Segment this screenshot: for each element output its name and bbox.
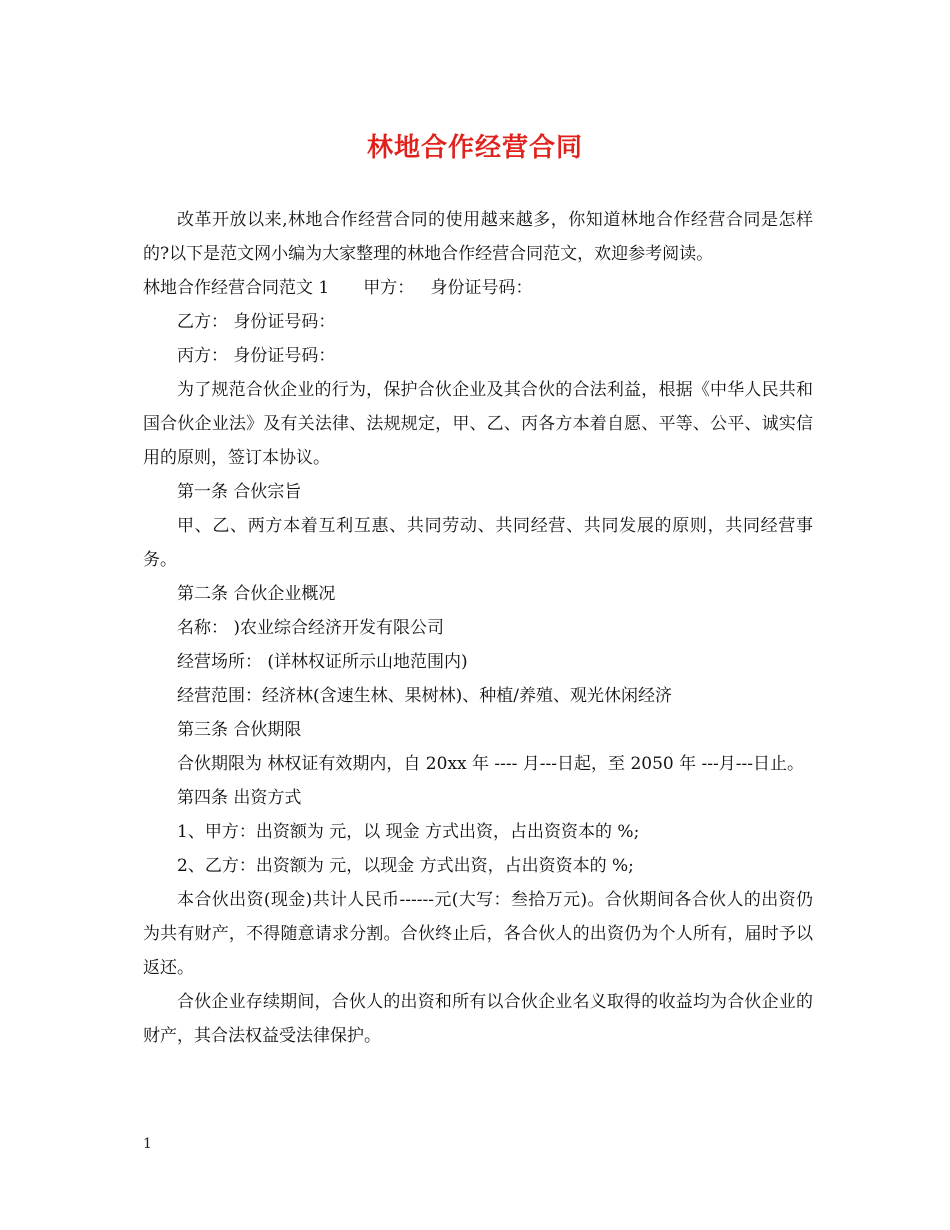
party-c-line: 丙方： 身份证号码： xyxy=(177,346,336,366)
total-contribution-paragraph: 本合伙出资(现金)共计人民币------元(大写：叁拾万元)。合伙期间各合伙人的出资仍为共有财产，不得随意请求分割。合伙终止后，各合伙人的出资仍为个人所有，届时予以返还。 xyxy=(143,890,813,978)
article-4-heading: 第四条 出资方式 xyxy=(177,788,302,808)
business-scope-line: 经营范围：经济林(含速生林、果树林)、种植/养殖、观光休闲经济 xyxy=(177,686,672,706)
article-1-body: 甲、乙、两方本着互利互惠、共同劳动、共同经营、共同发展的原则，共同经营事务。 xyxy=(143,516,813,570)
contribution-b-line: 2、乙方：出资额为 元，以现金 方式出资，占出资资本的 %; xyxy=(177,856,634,876)
party-b-line: 乙方： 身份证号码： xyxy=(177,312,336,332)
business-location-line: 经营场所： (详林权证所示山地范围内) xyxy=(177,652,468,672)
preamble-paragraph: 为了规范合伙企业的行为，保护合伙企业及其合伙的合法利益，根据《中华人民共和国合伙企业法》及有关法律、法规规定，甲、乙、丙各方本着自愿、平等、公平、诚实信用的原则，签订本协议。 xyxy=(143,380,813,468)
company-name-line: 名称： )农业综合经济开发有限公司 xyxy=(177,618,445,638)
sample-label: 林地合作经营合同范文 1 xyxy=(143,278,330,298)
document-title: 林地合作经营合同 xyxy=(366,133,583,163)
article-2-heading: 第二条 合伙企业概况 xyxy=(177,584,336,604)
article-3-heading: 第三条 合伙期限 xyxy=(177,720,302,740)
document-body xyxy=(143,203,813,1053)
party-a-id-label: 身份证号码： xyxy=(430,278,533,298)
sample-heading-line xyxy=(143,271,813,305)
page-number: 1 xyxy=(143,1136,152,1152)
article-1-heading: 第一条 合伙宗旨 xyxy=(177,482,302,502)
party-a-label: 甲方： xyxy=(363,278,415,298)
property-paragraph: 合伙企业存续期间，合伙人的出资和所有以合伙企业名义取得的收益均为合伙企业的财产，其合法权益受法律保护。 xyxy=(143,992,813,1046)
intro-paragraph: 改革开放以来,林地合作经营合同的使用越来越多，你知道林地合作经营合同是怎样的?以下是范文网小编为大家整理的林地合作经营合同范文，欢迎参考阅读。 xyxy=(143,210,813,264)
contribution-a-line: 1、甲方：出资额为 元，以 现金 方式出资，占出资资本的 %; xyxy=(177,822,640,842)
partnership-term-paragraph: 合伙期限为 林权证有效期内，自 20xx 年 ---- 月---日起，至 2050 年 ---月---日止。 xyxy=(177,754,804,774)
